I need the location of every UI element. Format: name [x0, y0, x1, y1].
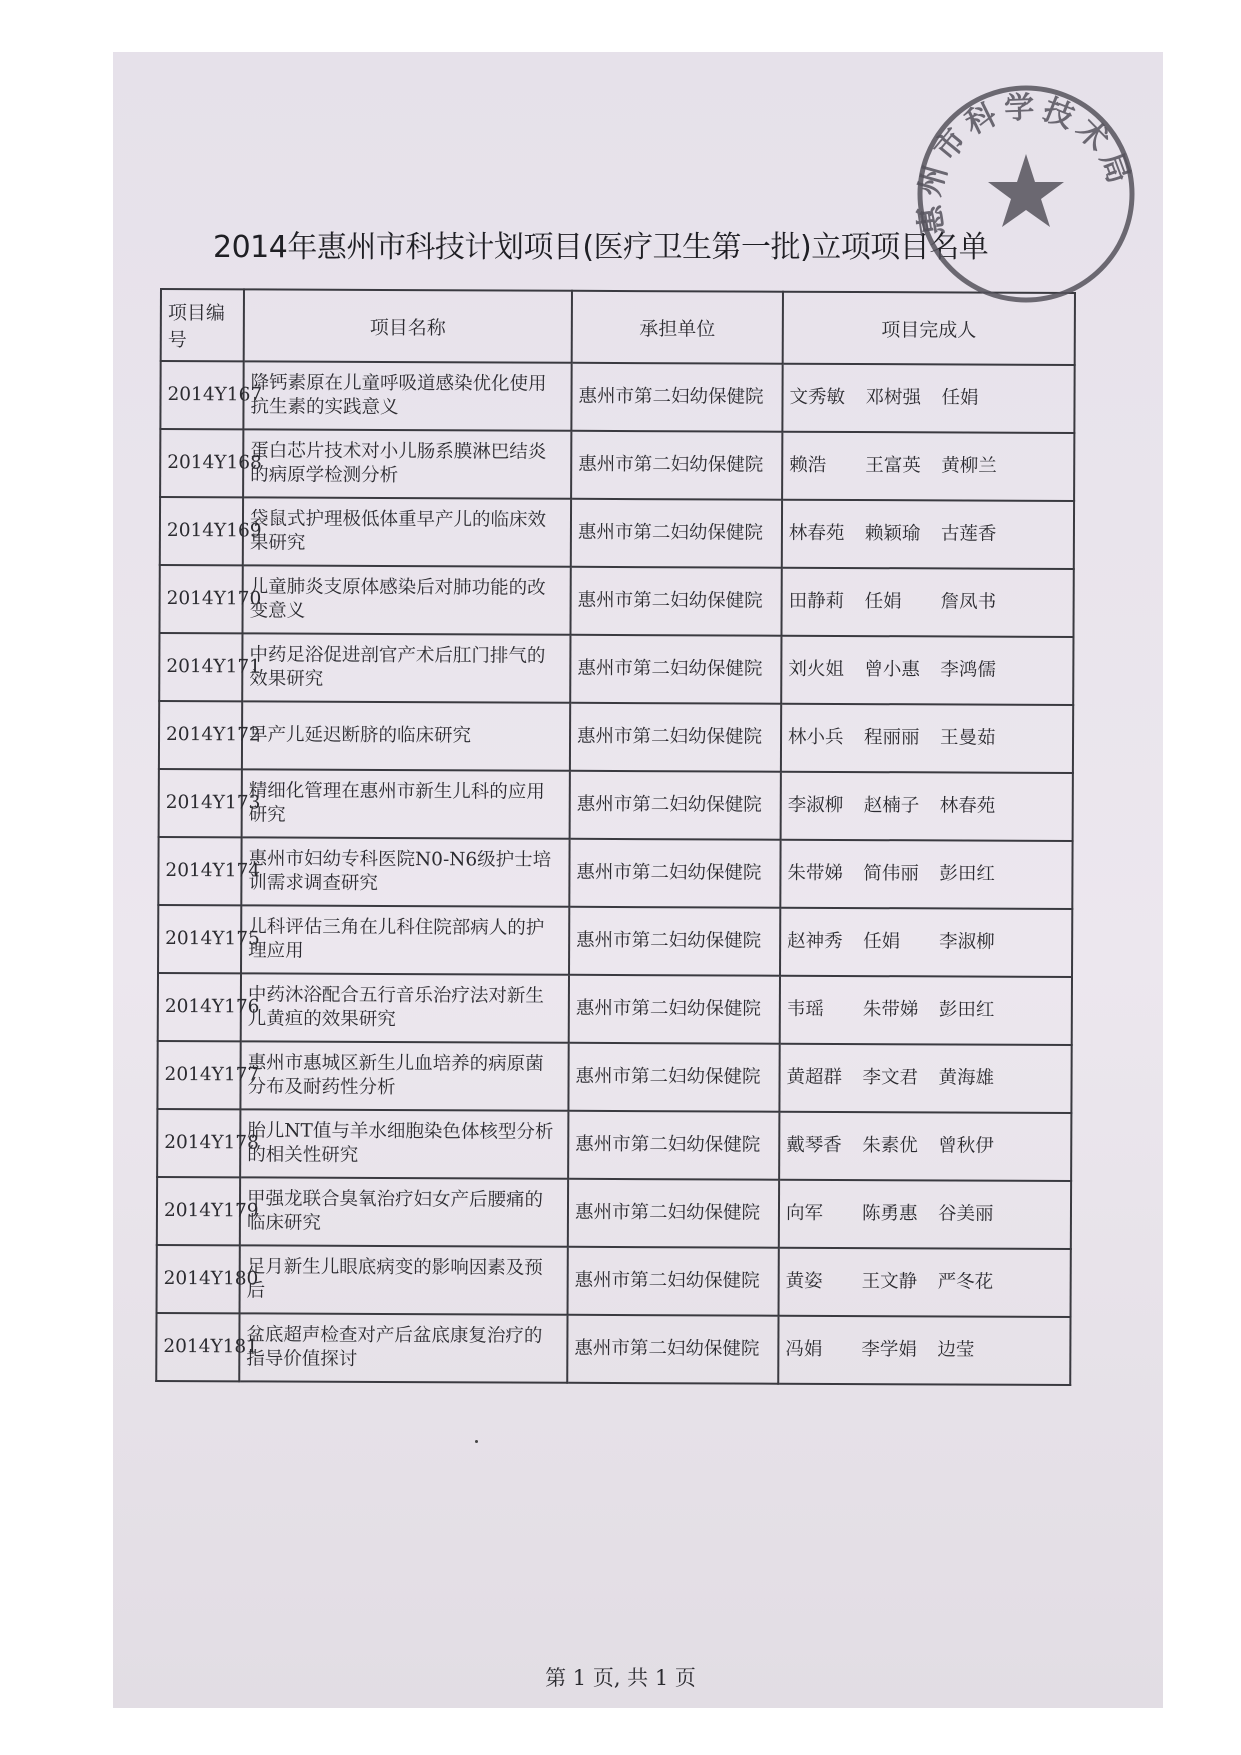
project-name: 中药足浴促进剖官产术后肛门排气的效果研究: [242, 633, 570, 702]
header-code: 项目编号: [161, 289, 244, 361]
project-code: 2014Y168: [160, 429, 243, 497]
person-name: 简伟丽: [863, 863, 920, 885]
person-name: 曾小惠: [864, 659, 920, 681]
person-name: 黄柳兰: [941, 455, 997, 477]
project-people: [780, 976, 1072, 1045]
person-name: 彭田红: [939, 863, 996, 885]
project-unit: 惠州市第二妇幼保健院: [567, 1315, 778, 1384]
project-people: [778, 1316, 1070, 1385]
person-name: 朱带娣: [787, 862, 844, 884]
person-name: 林小兵: [788, 726, 844, 748]
table-row: [157, 1041, 1071, 1113]
project-name: 惠州市妇幼专科医院N0-N6级护士培训需求调查研究: [241, 837, 569, 906]
project-code: 2014Y178: [157, 1109, 240, 1177]
project-name: 儿童肺炎支原体感染后对肺功能的改变意义: [242, 565, 570, 634]
project-code: 2014Y177: [157, 1041, 240, 1109]
project-name: 胎儿NT值与羊水细胞染色体核型分析的相关性研究: [240, 1109, 568, 1178]
project-name: 袋鼠式护理极低体重早产儿的临床效果研究: [243, 497, 571, 566]
person-name: 李淑柳: [939, 931, 995, 953]
person-name: 文秀敏: [789, 386, 846, 408]
project-code: 2014Y171: [159, 633, 242, 701]
project-code: 2014Y167: [160, 361, 243, 429]
project-unit: 惠州市第二妇幼保健院: [568, 1179, 779, 1248]
person-name: 边莹: [937, 1339, 975, 1361]
table-row: [160, 429, 1074, 501]
project-people: [782, 500, 1074, 569]
table-row: [159, 769, 1073, 841]
table-row: [160, 361, 1074, 433]
project-name: 降钙素原在儿童呼吸道感染优化使用抗生素的实践意义: [243, 361, 571, 430]
person-name: 林春苑: [788, 522, 845, 544]
project-unit: 惠州市第二妇幼保健院: [569, 975, 780, 1044]
header-name: 项目名称: [244, 289, 572, 362]
project-unit: 惠州市第二妇幼保健院: [570, 771, 781, 840]
project-unit: 惠州市第二妇幼保健院: [571, 499, 782, 568]
project-code: 2014Y175: [158, 905, 241, 973]
person-name: 程丽丽: [863, 727, 920, 749]
project-name: 精细化管理在惠州市新生儿科的应用研究: [242, 769, 570, 838]
person-name: 田静莉: [788, 590, 845, 612]
project-name: 中药沐浴配合五行音乐治疗法对新生儿黄疸的效果研究: [241, 973, 569, 1042]
project-unit: 惠州市第二妇幼保健院: [570, 567, 781, 636]
person-name: 任娟: [941, 387, 979, 409]
table-row: [157, 1109, 1071, 1181]
speck: [475, 1440, 478, 1443]
person-name: 朱素优: [862, 1135, 918, 1157]
table-row: [159, 633, 1073, 705]
project-name: 足月新生儿眼底病变的影响因素及预后: [240, 1245, 568, 1314]
person-name: 刘火姐: [788, 658, 844, 680]
person-name: 任娟: [864, 591, 902, 613]
person-name: 曾秋伊: [938, 1135, 994, 1157]
table-row: [160, 497, 1074, 569]
project-code: 2014Y176: [158, 973, 241, 1041]
table-row: [158, 905, 1072, 977]
person-name: 朱带娣: [862, 999, 919, 1021]
project-code: 2014Y169: [160, 497, 243, 565]
project-code: 2014Y174: [158, 837, 241, 905]
project-people: [781, 772, 1073, 841]
person-name: 彭田红: [938, 999, 995, 1021]
table-row: [159, 701, 1073, 773]
person-name: 古莲香: [940, 523, 997, 545]
project-unit: 惠州市第二妇幼保健院: [568, 1111, 779, 1180]
project-people: [781, 704, 1073, 773]
project-table: [155, 288, 1076, 1386]
header-unit: 承担单位: [572, 291, 783, 364]
person-name: 赵楠子: [863, 795, 920, 817]
table-header-row: [161, 289, 1075, 365]
project-code: 2014Y173: [159, 769, 242, 837]
project-code: 2014Y172: [159, 701, 242, 769]
project-name: 蛋白芯片技术对小儿肠系膜淋巴结炎的病原学检测分析: [243, 429, 571, 498]
project-name: 早产儿延迟断脐的临床研究: [242, 701, 570, 770]
table-row: [158, 837, 1072, 909]
table-row: [159, 565, 1073, 637]
person-name: 陈勇惠: [861, 1203, 918, 1225]
project-unit: 惠州市第二妇幼保健院: [571, 431, 782, 500]
project-unit: 惠州市第二妇幼保健院: [568, 1247, 779, 1316]
person-name: 李学娟: [861, 1339, 917, 1361]
person-name: 戴琴香: [786, 1134, 842, 1156]
table-row: [158, 973, 1072, 1045]
person-name: 赖颖瑜: [864, 523, 921, 545]
project-people: [781, 636, 1073, 705]
project-name: 甲强龙联合臭氧治疗妇女产后腰痛的临床研究: [240, 1177, 568, 1246]
project-unit: 惠州市第二妇幼保健院: [568, 1043, 779, 1112]
project-code: 2014Y181: [156, 1313, 239, 1381]
person-name: 黄超群: [786, 1066, 843, 1088]
person-name: 王曼茹: [939, 727, 996, 749]
person-name: 赖浩: [789, 454, 827, 476]
project-people: [780, 908, 1072, 977]
project-name: 惠州市惠城区新生儿血培养的病原菌分布及耐药性分析: [240, 1041, 568, 1110]
project-people: [779, 1044, 1071, 1113]
project-people: [782, 364, 1074, 433]
person-name: 王富英: [865, 455, 921, 477]
project-unit: 惠州市第二妇幼保健院: [571, 363, 782, 432]
person-name: 邓树强: [865, 387, 922, 409]
project-people: [779, 1112, 1071, 1181]
project-people: [779, 1180, 1071, 1249]
person-name: 李淑柳: [787, 794, 844, 816]
person-name: 林春苑: [939, 795, 996, 817]
person-name: 严冬花: [937, 1271, 994, 1293]
table-row: [157, 1245, 1071, 1317]
project-code: 2014Y180: [157, 1245, 240, 1313]
project-people: [780, 840, 1072, 909]
header-people: 项目完成人: [783, 292, 1075, 365]
project-unit: 惠州市第二妇幼保健院: [570, 635, 781, 704]
person-name: 任娟: [863, 931, 901, 953]
document-title: 2014年惠州市科技计划项目(医疗卫生第一批)立项项目名单: [213, 230, 989, 265]
project-unit: 惠州市第二妇幼保健院: [569, 839, 780, 908]
project-name: 盆底超声检查对产后盆底康复治疗的指导价值探讨: [239, 1313, 567, 1382]
project-people: [781, 568, 1073, 637]
person-name: 黄姿: [785, 1270, 823, 1292]
page-footer: 第 1 页, 共 1 页: [545, 1666, 696, 1690]
person-name: 韦瑶: [786, 998, 824, 1020]
project-name: 儿科评估三角在儿科住院部病人的护理应用: [241, 905, 569, 974]
person-name: 赵神秀: [787, 930, 843, 952]
table-row: [156, 1313, 1070, 1385]
person-name: 李鸿儒: [940, 659, 996, 681]
person-name: 向军: [785, 1202, 824, 1224]
seal-text: 惠州市科学技术局: [912, 90, 1139, 238]
person-name: 李文君: [862, 1067, 919, 1089]
table-row: [157, 1177, 1071, 1249]
project-unit: 惠州市第二妇幼保健院: [569, 907, 780, 976]
person-name: 冯娟: [785, 1338, 823, 1360]
project-people: [779, 1248, 1071, 1317]
project-unit: 惠州市第二妇幼保健院: [570, 703, 781, 772]
project-code: 2014Y170: [159, 565, 242, 633]
person-name: 谷美丽: [937, 1203, 994, 1225]
project-code: 2014Y179: [157, 1177, 240, 1245]
person-name: 王文静: [861, 1271, 918, 1293]
person-name: 黄海雄: [938, 1067, 995, 1089]
project-people: [782, 432, 1074, 501]
person-name: 詹凤书: [940, 591, 997, 613]
